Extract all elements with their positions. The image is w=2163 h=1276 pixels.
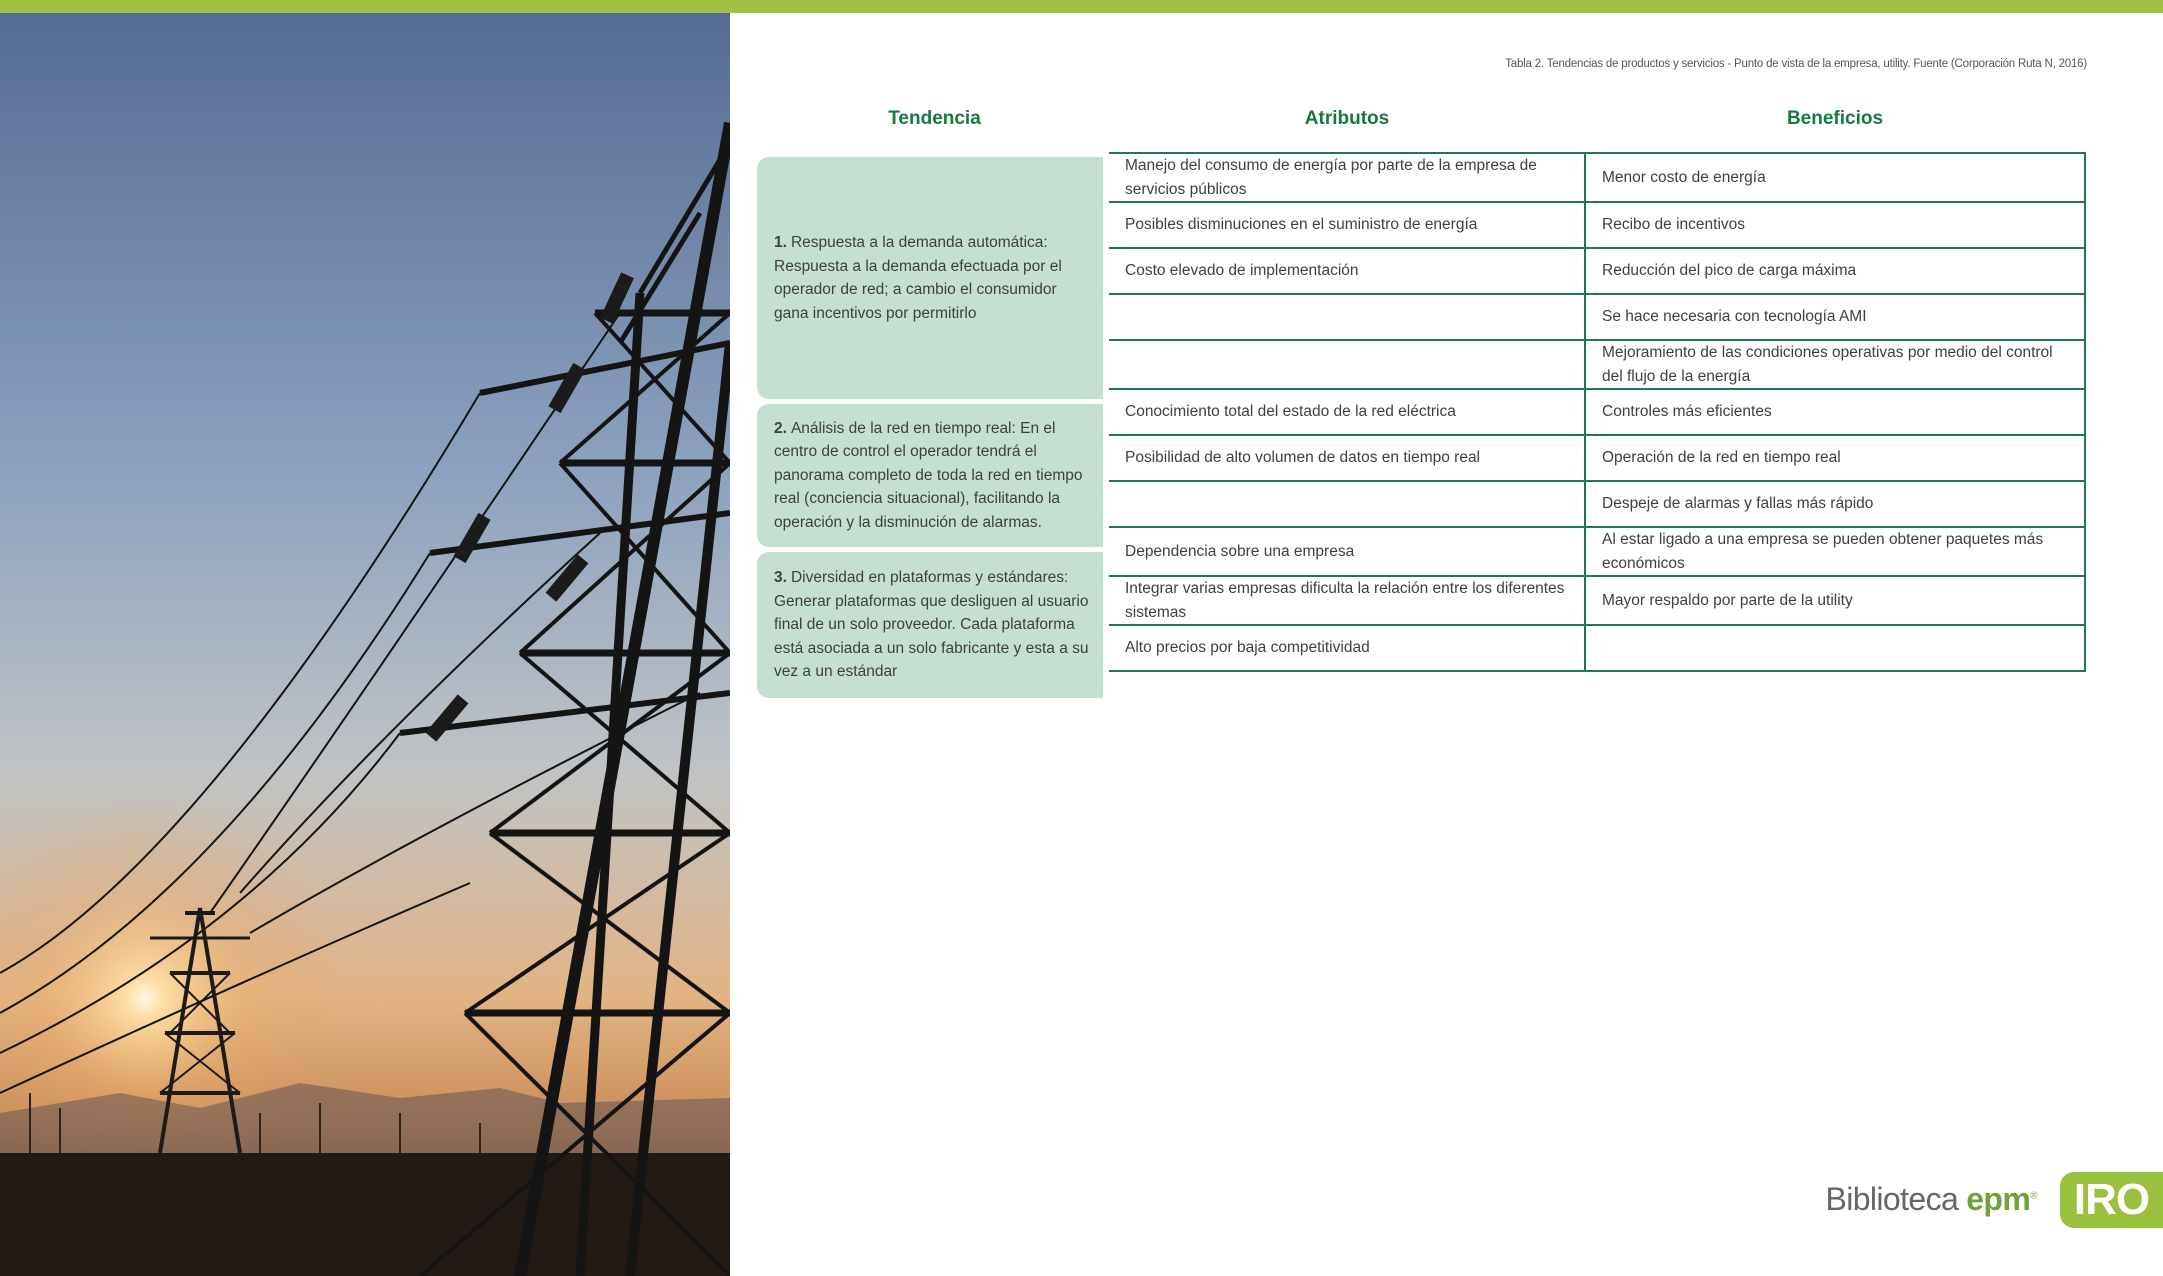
trend-text: Análisis de la red en tiempo real: En el centro de control el operador tendrá el panorama completo de toda la red en tiempo real (conciencia situacional), facilitando la operación y la disminución de alarmas. bbox=[774, 419, 1083, 531]
benefit-cell: Recibo de incentivos bbox=[1585, 202, 2085, 248]
benefit-cell: Reducción del pico de carga máxima bbox=[1585, 248, 2085, 294]
table-row bbox=[1109, 435, 2085, 481]
table-row bbox=[1109, 576, 2085, 625]
attribute-cell: Manejo del consumo de energía por parte de la empresa de servicios públicos bbox=[1109, 153, 1585, 202]
trend-cell-1 bbox=[757, 157, 1103, 399]
attribute-cell bbox=[1109, 340, 1585, 389]
table-row bbox=[1109, 625, 2085, 671]
trend-text: Diversidad en plataformas y estándares: Generar plataformas que desliguen al usuario final de un solo proveedor. Cada plataforma está asociada a un solo fabricante y esta a su vez a un estándar bbox=[774, 569, 1089, 681]
table-row bbox=[1109, 294, 2085, 340]
header-beneficios: Beneficios bbox=[1786, 108, 1884, 129]
trend-text: Respuesta a la demanda automática: Respuesta a la demanda efectuada por el operador de red; a cambio el consumidor gana incentivos por permitirlo bbox=[774, 234, 1062, 322]
attribute-cell: Costo elevado de implementación bbox=[1109, 248, 1585, 294]
trend-number: 3. bbox=[774, 569, 787, 587]
table-row bbox=[1109, 389, 2085, 435]
table-row bbox=[1109, 527, 2085, 576]
benefit-cell: Mejoramiento de las condiciones operativas por medio del control del flujo de la energía bbox=[1585, 340, 2085, 389]
registered-mark: ® bbox=[2030, 1190, 2037, 1202]
table-row bbox=[1109, 153, 2085, 202]
benefit-cell: Despeje de alarmas y fallas más rápido bbox=[1585, 481, 2085, 527]
attribute-cell: Posibles disminuciones en el suministro de energía bbox=[1109, 202, 1585, 248]
header-atributos: Atributos bbox=[1304, 108, 1390, 129]
attribute-cell: Conocimiento total del estado de la red eléctrica bbox=[1109, 389, 1585, 435]
table-row bbox=[1109, 340, 2085, 389]
attribute-cell: Alto precios por baja competitividad bbox=[1109, 625, 1585, 671]
benefit-cell: Operación de la red en tiempo real bbox=[1585, 435, 2085, 481]
logo-biblioteca-text: Biblioteca bbox=[1825, 1181, 1959, 1217]
table-row bbox=[1109, 202, 2085, 248]
attribute-cell: Integrar varias empresas dificulta la relación entre los diferentes sistemas bbox=[1109, 576, 1585, 625]
iro-badge: IRO bbox=[2060, 1172, 2163, 1228]
trend-cell-2 bbox=[757, 404, 1103, 547]
biblioteca-epm-logo bbox=[1825, 1181, 2037, 1218]
attribute-cell: Dependencia sobre una empresa bbox=[1109, 527, 1585, 576]
trend-number: 1. bbox=[774, 234, 787, 251]
attributes-benefits-table bbox=[1109, 152, 2086, 672]
table-row bbox=[1109, 481, 2085, 527]
benefit-cell: Menor costo de energía bbox=[1585, 153, 2085, 202]
benefit-cell: Controles más eficientes bbox=[1585, 389, 2085, 435]
attribute-cell bbox=[1109, 481, 1585, 527]
benefit-cell: Se hace necesaria con tecnología AMI bbox=[1585, 294, 2085, 340]
power-tower-photo bbox=[0, 13, 730, 1276]
trend-cell-3 bbox=[757, 552, 1103, 698]
logo-epm-text: epm bbox=[1966, 1181, 2031, 1217]
benefit-cell: Mayor respaldo por parte de la utility bbox=[1585, 576, 2085, 625]
trend-number: 2. bbox=[774, 419, 787, 437]
attribute-cell bbox=[1109, 294, 1585, 340]
attribute-cell: Posibilidad de alto volumen de datos en tiempo real bbox=[1109, 435, 1585, 481]
header-tendencia: Tendencia bbox=[888, 108, 981, 129]
benefit-cell bbox=[1585, 625, 2085, 671]
table-caption: Tabla 2. Tendencias de productos y servicios - Punto de vista de la empresa, utility. Fuente (Corporación Ruta N, 2016) bbox=[1505, 58, 2087, 70]
sunset-power-lines-illustration bbox=[0, 13, 730, 1276]
benefit-cell: Al estar ligado a una empresa se pueden obtener paquetes más económicos bbox=[1585, 527, 2085, 576]
table-row bbox=[1109, 248, 2085, 294]
top-accent-bar bbox=[0, 0, 2163, 13]
